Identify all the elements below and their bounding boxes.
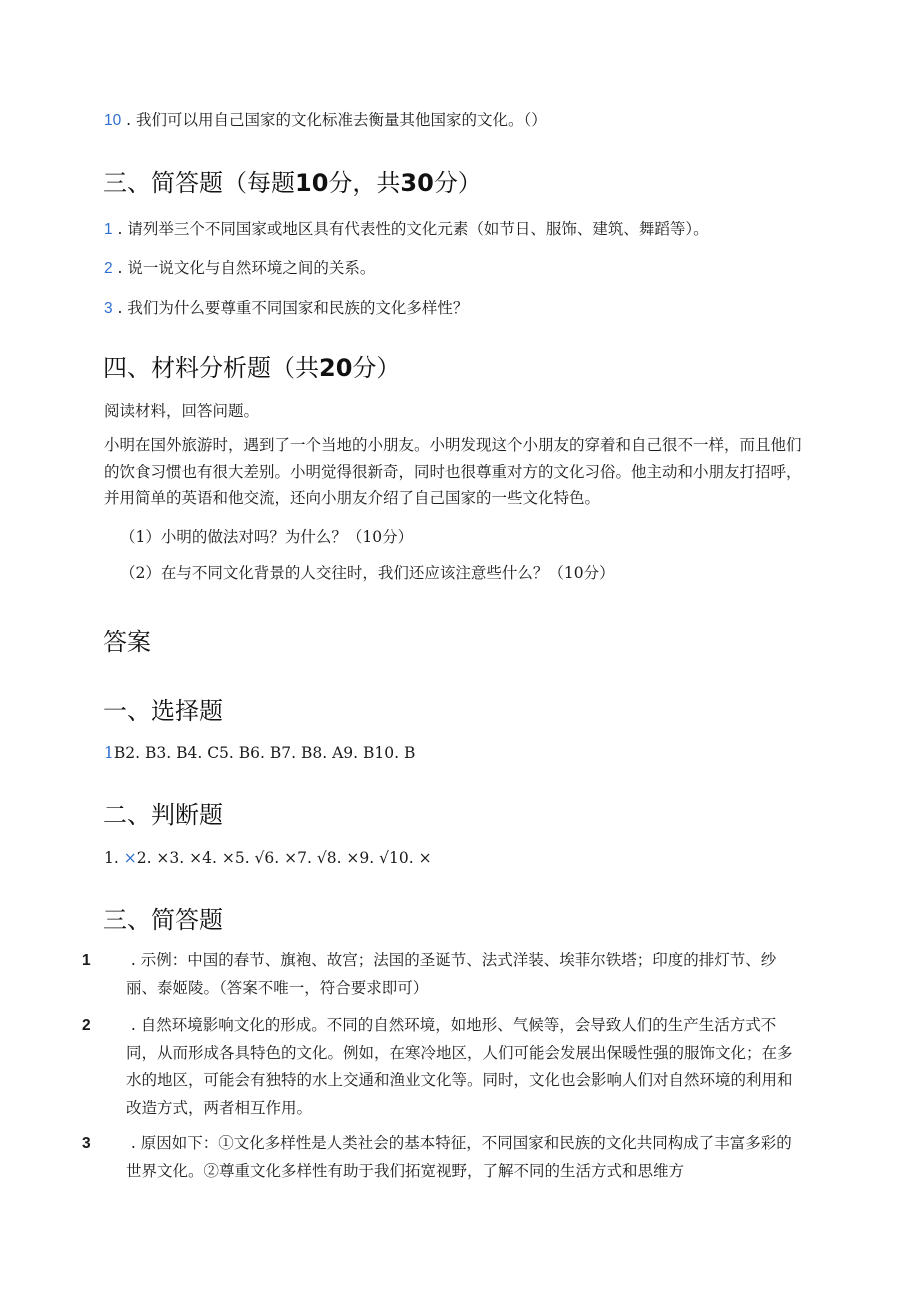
answer-text: B2. B3. B4. C5. B6. B7. B8. A9. B10. B xyxy=(113,744,416,762)
answers-short-heading: 三、简答题 xyxy=(103,906,223,934)
question-number: 2 xyxy=(104,260,113,277)
material-text xyxy=(104,432,804,512)
answer-first-mark: × xyxy=(123,849,137,867)
question-number: 3 xyxy=(104,300,113,317)
answers-choice-line xyxy=(104,743,415,763)
question-text: . 说一说文化与自然环境之间的关系。 xyxy=(112,259,376,277)
question-text: . 我们可以用自己国家的文化标准去衡量其他国家的文化。（） xyxy=(121,111,547,129)
heading-score: 10 xyxy=(295,169,329,197)
answers-judge-heading: 二、判断题 xyxy=(103,801,223,829)
answers-judge-line xyxy=(104,848,432,868)
answer-text: . 自然环境影响文化的形成。不同的自然环境，如地形、气候等，会导致人们的生产生活方式不同，从而形成各具特色的文化。例如，在寒冷地区，人们可能会发展出保暖性强的服饰文化；在多水的地区，可能会有独特的水上交通和渔业文化等。同时，文化也会影响人们对自然环境的利用和改造方式，两者相互作用。 xyxy=(126,1016,793,1117)
heading-total: 30 xyxy=(400,169,434,197)
heading-part: 三、简答题（每题 xyxy=(103,169,295,197)
answer-number: 3 xyxy=(82,1135,91,1152)
heading-part: 分） xyxy=(433,169,482,197)
section-heading-short-answer xyxy=(103,168,482,198)
heading-total: 20 xyxy=(319,354,353,382)
answers-title: 答案 xyxy=(103,628,151,656)
short-question-2 xyxy=(104,258,375,279)
answer-short-3 xyxy=(82,1130,804,1185)
question-text: . 我们为什么要尊重不同国家和民族的文化多样性？ xyxy=(112,299,469,317)
judgement-question-10 xyxy=(104,110,547,131)
question-text: . 请列举三个不同国家或地区具有代表性的文化元素（如节日、服饰、建筑、舞蹈等）。 xyxy=(112,220,709,238)
heading-part: 分，共 xyxy=(328,169,401,197)
heading-part: 分） xyxy=(352,354,401,382)
answer-number: 2 xyxy=(82,1017,91,1034)
answer-text: . 原因如下：①文化多样性是人类社会的基本特征，不同国家和民族的文化共同构成了丰富多彩的世界文化。②尊重文化多样性有助于我们拓宽视野，了解不同的生活方式和思维方 xyxy=(126,1134,792,1180)
answer-number: 1 xyxy=(82,952,91,969)
material-question-1: （1）小明的做法对吗？为什么？（10分） xyxy=(120,528,414,546)
short-question-3 xyxy=(104,298,468,319)
answer-text: 2. ×3. ×4. ×5. √6. ×7. √8. ×9. √10. × xyxy=(136,849,432,867)
answer-first-number: 1. xyxy=(104,849,124,867)
answer-short-2 xyxy=(82,1012,804,1122)
answer-first-number: 1 xyxy=(104,744,114,762)
material-intro: 阅读材料，回答问题。 xyxy=(104,402,260,420)
answer-short-1 xyxy=(82,947,804,1002)
heading-part: 四、材料分析题（共 xyxy=(103,354,319,382)
material-paragraph: 小明在国外旅游时，遇到了一个当地的小朋友。小明发现这个小朋友的穿着和自己很不一样，而且他们的饮食习惯也有很大差别。小明觉得很新奇，同时也很尊重对方的文化习俗。他主动和小朋友打招呼，并用简单的英语和他交流，还向小朋友介绍了自己国家的一些文化特色。 xyxy=(104,436,802,507)
section-heading-material-analysis xyxy=(103,353,400,383)
answers-choice-heading: 一、选择题 xyxy=(103,697,223,725)
question-number: 10 xyxy=(104,112,122,129)
short-question-1 xyxy=(104,219,709,240)
material-question-2: （2）在与不同文化背景的人交往时，我们还应该注意些什么？（10分） xyxy=(120,564,615,582)
answer-text: . 示例：中国的春节、旗袍、故宫；法国的圣诞节、法式洋装、埃菲尔铁塔；印度的排灯节、纱丽、泰姬陵。（答案不唯一，符合要求即可） xyxy=(126,951,777,997)
question-number: 1 xyxy=(104,221,113,238)
